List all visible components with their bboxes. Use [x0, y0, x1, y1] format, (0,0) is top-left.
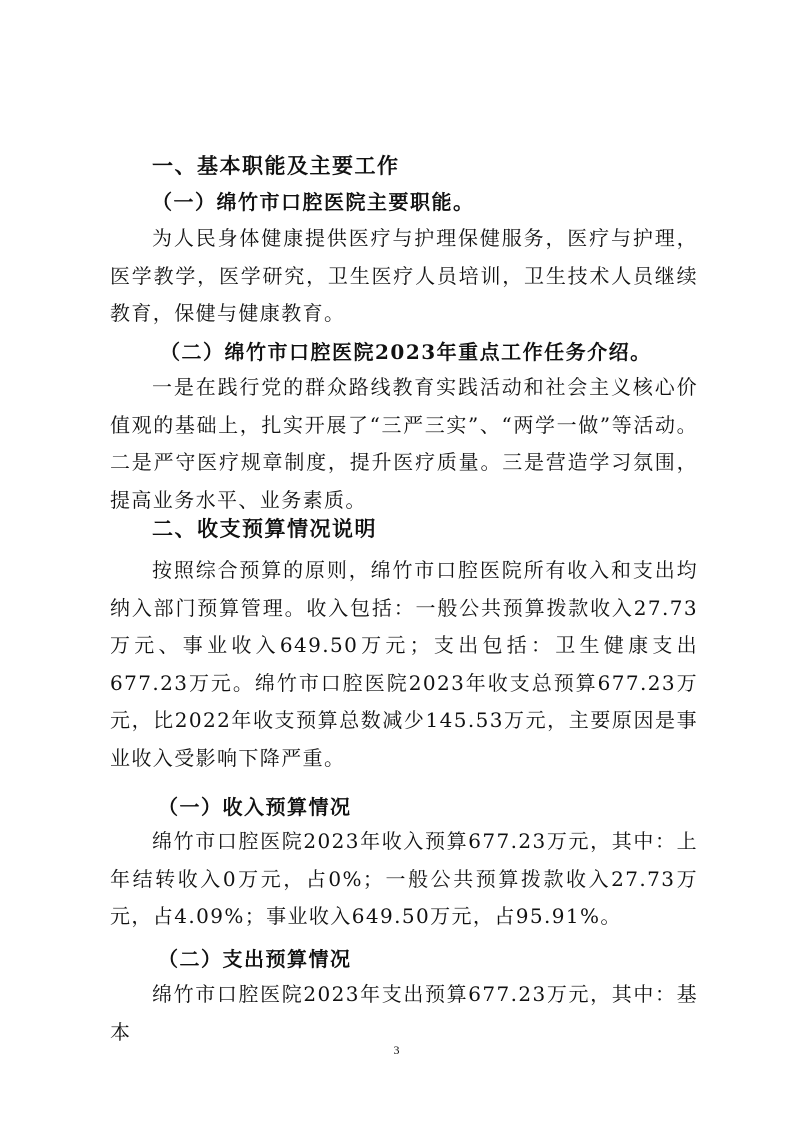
section-2-intro: 按照综合预算的原则，绵竹市口腔医院所有收入和支出均纳入部门预算管理。收入包括：一般公共预算拨款收入27.73万元、事业收入649.50万元；支出包括：卫生健康支出677.23万元。绵竹市口腔医院2023年收支总预算677.23万元，比2022年收支预算总数减少145.53万元，主要原因是事业收入受影响下降严重。 — [110, 558, 698, 770]
section-1-2-heading: （二）绵竹市口腔医院2023年重点工作任务介绍。 — [160, 340, 652, 364]
section-2-heading: 二、收支预算情况说明 — [152, 517, 377, 541]
section-2-2-heading: （二）支出预算情况 — [158, 947, 352, 971]
section-1-1-body: 为人民身体健康提供医疗与护理保健服务，医疗与护理，医学教学，医学研究，卫生医疗人员培训，卫生技术人员继续教育，保健与健康教育。 — [110, 226, 698, 325]
section-2-1-body: 绵竹市口腔医院2023年收入预算677.23万元，其中：上年结转收入0万元，占0%；一般公共预算拨款收入27.73万元，占4.09%；事业收入649.50万元，占95.91%。 — [110, 829, 698, 928]
section-1-2-body: 一是在践行党的群众路线教育实践活动和社会主义核心价值观的基础上，扎实开展了“三严三实”、“两学一做”等活动。二是严守医疗规章制度，提升医疗质量。三是营造学习氛围，提高业务水平、业务素质。 — [110, 375, 698, 512]
section-2-1-heading: （一）收入预算情况 — [158, 795, 352, 819]
section-1-heading: 一、基本职能及主要工作 — [152, 154, 400, 178]
page-number: 3 — [393, 1043, 400, 1057]
section-1-1-heading: （一）绵竹市口腔医院主要职能。 — [152, 190, 475, 214]
section-2-2-body: 绵竹市口腔医院2023年支出预算677.23万元，其中：基本 — [110, 982, 698, 1044]
